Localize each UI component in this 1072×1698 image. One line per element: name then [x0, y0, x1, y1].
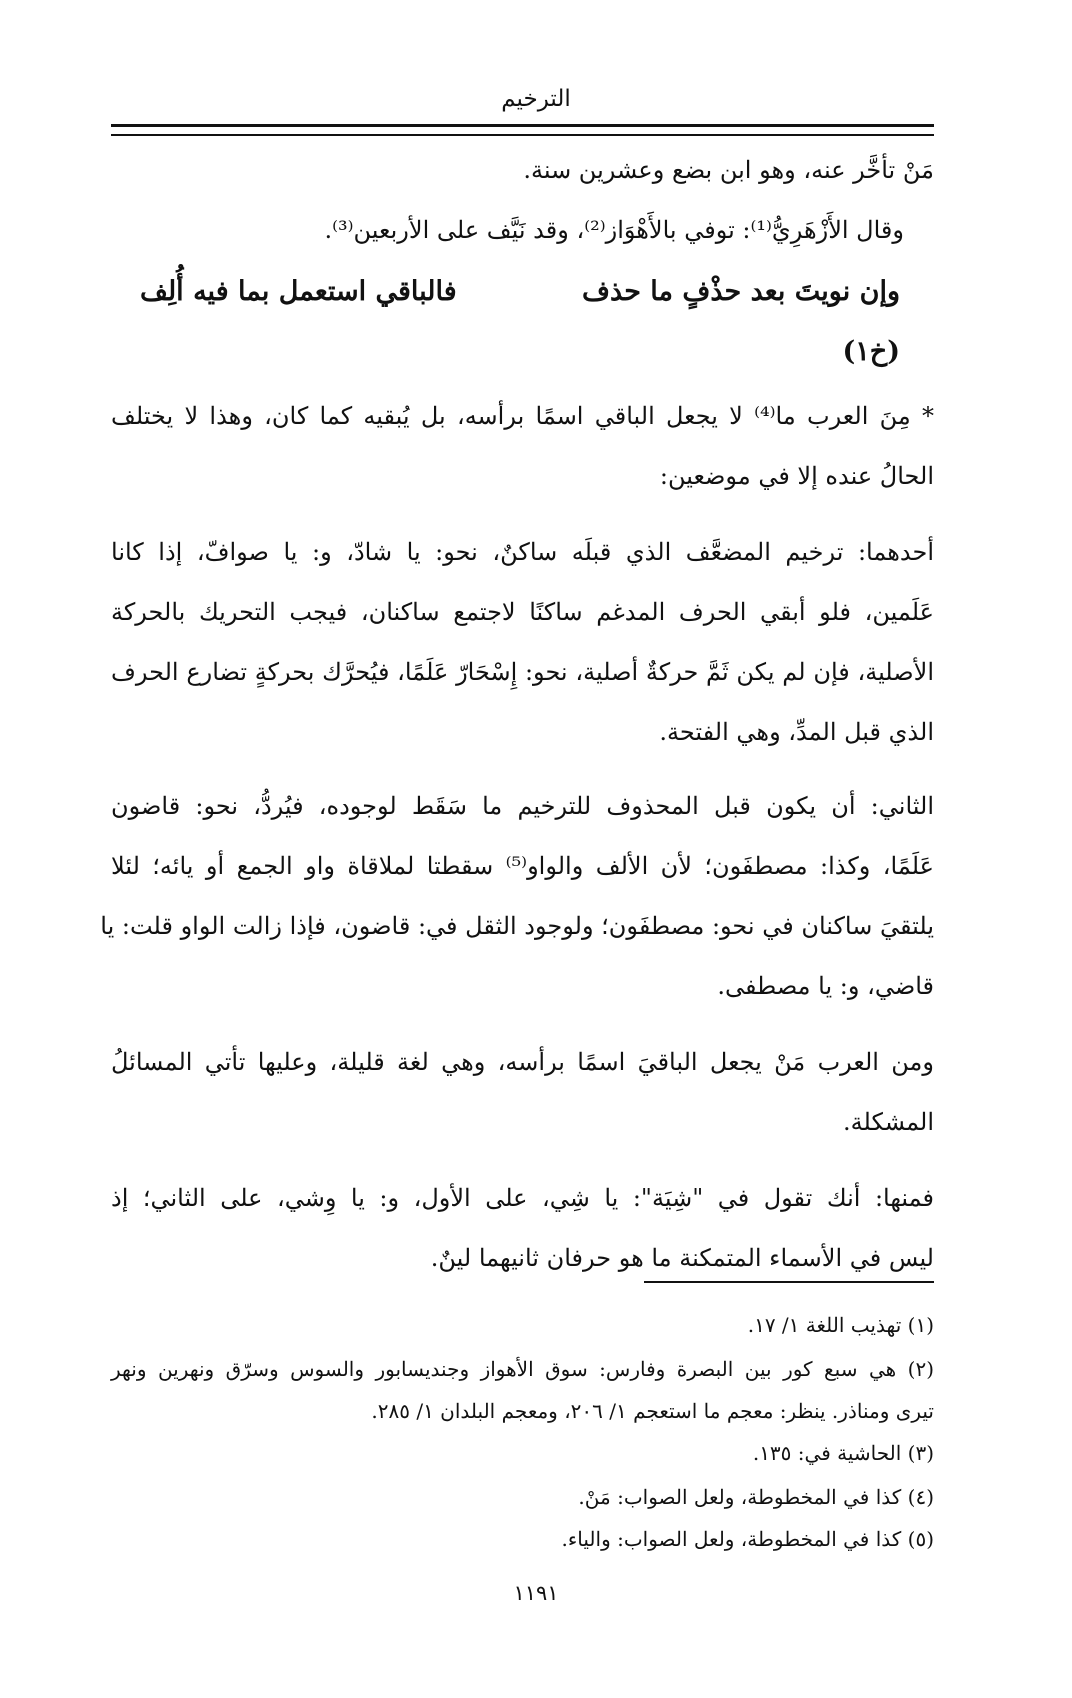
text-line: وقال الأَزْهَرِيُّ⁽¹⁾: توفي بالأَهْوَاز⁽²⁾، وقد نَيَّف على الأربعين⁽³⁾. — [324, 216, 904, 244]
header-rule-thick — [111, 124, 934, 127]
verse-second-hemistich: فالباقي استعمل بما فيه أُلِف — [140, 276, 457, 307]
text-line: الأصلية، فإن لم يكن ثَمَّ حركةٌ أصلية، نحو: إِسْحَارّ عَلَمًا، فيُحرَّك بحركةٍ تضارع الحرف — [111, 658, 934, 686]
text-line: الثاني: أن يكون قبل المحذوف للترخيم ما سَقَط لوجوده، فيُردُّ، نحو: قاضون — [111, 792, 934, 820]
footnote: (٣) الحاشية في: ١٣٥. — [752, 1441, 934, 1465]
footnote: تيرى ومناذر. ينظر: معجم ما استعجم ١/ ٢٠٦، ومعجم البلدان ١/ ٢٨٥. — [371, 1399, 934, 1423]
footnote: (٢) هي سبع كور بين البصرة وفارس: سوق الأهواز وجنديسابور والسوس وسرّق ونهرين ونهر — [111, 1357, 934, 1381]
verse-code: (خ١) — [842, 336, 900, 367]
text-line: أحدهما: ترخيم المضعَّف الذي قبلَه ساكنٌ، نحو: يا شادّ، و: يا صوافّ، إذا كانا — [111, 538, 934, 566]
header-rule-thin — [111, 134, 934, 136]
footnote: (٥) كذا في المخطوطة، ولعل الصواب: والياء. — [561, 1527, 934, 1551]
footnote-separator — [644, 1281, 934, 1283]
text-line: المشكلة. — [843, 1108, 934, 1136]
page-number: ١١٩١ — [513, 1581, 559, 1605]
verse-first-hemistich: وإن نويتَ بعد حذْفٍ ما حذف — [582, 276, 900, 307]
text-line: مَنْ تأخَّر عنه، وهو ابن بضع وعشرين سنة. — [523, 156, 934, 184]
text-line: * مِنَ العرب ما⁽⁴⁾ لا يجعل الباقي اسمًا برأسه، بل يُبقيه كما كان، وهذا لا يختلف — [111, 402, 935, 430]
running-header: الترخيم — [501, 86, 571, 112]
text-line: يلتقيَ ساكنان في نحو: مصطفَون؛ ولوجود الثقل في: قاضون، فإذا زالت الواو قلت: يا — [100, 912, 934, 940]
text-line: الذي قبل المدِّ، وهي الفتحة. — [659, 718, 934, 746]
footnote: (٤) كذا في المخطوطة، ولعل الصواب: مَنْ. — [578, 1485, 934, 1509]
text-line: عَلَمًا، وكذا: مصطفَون؛ لأن الألف والواو⁽⁵⁾ سقطتا لملاقاة واو الجمع أو يائه؛ لئلا — [111, 852, 934, 880]
text-line: قاضي، و: يا مصطفى. — [717, 972, 934, 1000]
text-line: ومن العرب مَنْ يجعل الباقيَ اسمًا برأسه، وهي لغة قليلة، وعليها تأتي المسائلُ — [111, 1048, 934, 1076]
text-line: الحالُ عنده إلا في موضعين: — [659, 462, 934, 490]
footnote: (١) تهذيب اللغة ١/ ١٧. — [747, 1313, 934, 1337]
text-line: فمنها: أنك تقول في "شِيَة": يا شِي، على الأول، و: يا وِشي، على الثاني؛ إذ — [111, 1184, 934, 1212]
text-line: عَلَمين، فلو أبقي الحرف المدغم ساكنًا لاجتمع ساكنان، فيجب التحريك بالحركة — [111, 598, 934, 626]
text-line: ليس في الأسماء المتمكنة ما هو حرفان ثانيهما لينٌ. — [430, 1244, 934, 1272]
